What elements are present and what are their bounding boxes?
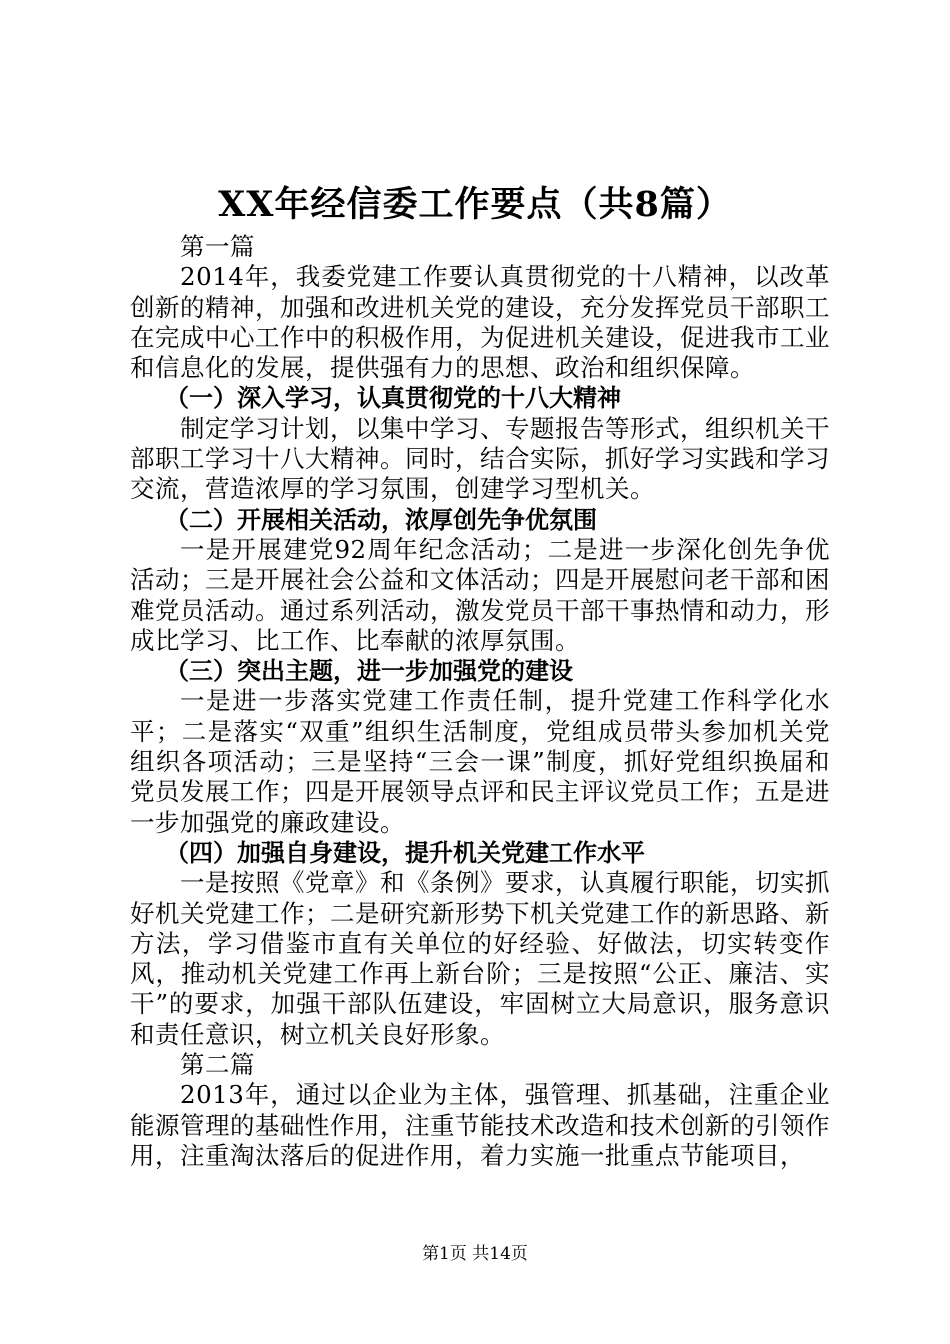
- section-label: 第一篇: [180, 232, 255, 261]
- body-paragraph: 2014年，我委党建工作要认真贯彻党的十八精神，以改革创新的精神，加强和改进机关党的建设，充分发挥党员干部职工在完成中心工作中的积极作用，为促进机关建设，促进我市工业和信息化的发展，提供强有力的思想、政治和组织保障。: [130, 262, 830, 383]
- document-title: XX年经信委工作要点（共8篇）: [218, 184, 732, 225]
- section-heading: （四）加强自身建设，提升机关党建工作水平: [165, 838, 645, 867]
- body-paragraph: 一是开展建党92周年纪念活动；二是进一步深化创先争优活动；三是开展社会公益和文体活动；四是开展慰问老干部和困难党员活动。通过系列活动，激发党员干部干事热情和动力，形成比学习、比工作、比奉献的浓厚氛围。: [130, 534, 830, 655]
- section-heading: （一）深入学习，认真贯彻党的十八大精神: [165, 384, 621, 413]
- section-heading: （二）开展相关活动，浓厚创先争优氛围: [165, 505, 597, 534]
- section-heading: （三）突出主题，进一步加强党的建设: [165, 657, 573, 686]
- page-number-footer: 第1页 共14页: [422, 1244, 528, 1264]
- body-paragraph: 制定学习计划，以集中学习、专题报告等形式，组织机关干部职工学习十八大精神。同时，结合实际，抓好学习实践和学习交流，营造浓厚的学习氛围，创建学习型机关。: [130, 413, 830, 504]
- body-paragraph: 一是进一步落实党建工作责任制，提升党建工作科学化水平；二是落实“双重”组织生活制度，党组成员带头参加机关党组织各项活动；三是坚持“三会一课”制度，抓好党组织换届和党员发展工作；四是开展领导点评和民主评议党员工作；五是进一步加强党的廉政建设。: [130, 686, 830, 837]
- body-paragraph: 一是按照《党章》和《条例》要求，认真履行职能，切实抓好机关党建工作；二是研究新形势下机关党建工作的新思路、新方法，学习借鉴市直有关单位的好经验、好做法，切实转变作风，推动机关党建工作再上新台阶；三是按照“公正、廉洁、实干”的要求，加强干部队伍建设，牢固树立大局意识，服务意识和责任意识，树立机关良好形象。: [130, 868, 830, 1049]
- document-body: [130, 232, 830, 1171]
- section-label: 第二篇: [180, 1050, 255, 1080]
- body-paragraph: 2013年，通过以企业为主体，强管理、抓基础，注重企业能源管理的基础性作用，注重节能技术改造和技术创新的引领作用，注重淘汰落后的促进作用，着力实施一批重点节能项目，: [130, 1080, 830, 1170]
